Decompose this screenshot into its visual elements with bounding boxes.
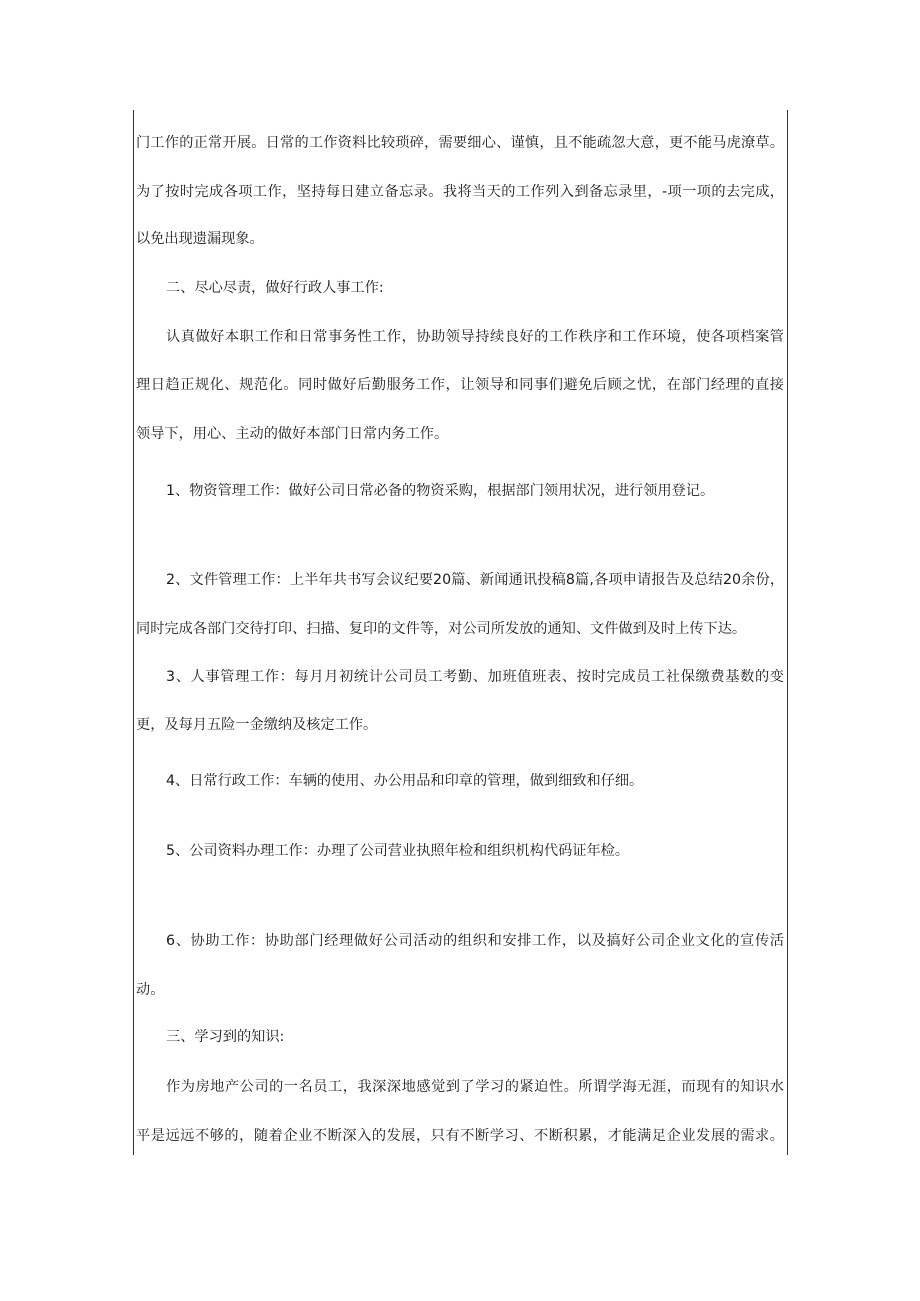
right-border-line <box>787 110 788 1155</box>
document-body <box>136 0 784 1301</box>
text-line: 同时完成各部门交待打印、扫描、复印的文件等，对公司所发放的通知、文件做到及时上传下达。 <box>136 621 747 637</box>
text-line: 平是远远不够的，随着企业不断深入的发展，只有不断学习、不断积累，才能满足企业发展的需求。 <box>136 1128 784 1144</box>
text-line: 门工作的正常开展。日常的工作资料比较琐碎，需要细心、谨慎，且不能疏忽大意，更不能马虎潦草。 <box>136 135 784 151</box>
text-line: 更，及每月五险一金缴纳及核定工作。 <box>136 717 378 733</box>
text-line: 以免出现遗漏现象。 <box>136 231 264 247</box>
left-border-line <box>133 110 134 1155</box>
list-item: 2、文件管理工作：上半年共书写会议纪要20篇、新闻通讯投稿8篇,各项申请报告及总结20余份， <box>166 572 784 588</box>
list-item: 6、协助工作：协助部门经理做好公司活动的组织和安排工作，以及搞好公司企业文化的宣传活 <box>166 933 784 949</box>
list-item: 1、物资管理工作：做好公司日常必备的物资采购，根据部门领用状况，进行领用登记。 <box>166 483 715 499</box>
text-line: 理日趋正规化、规范化。同时做好后勤服务工作，让领导和同事们避免后顾之忧，在部门经理的直接 <box>136 377 784 393</box>
text-line: 领导下，用心、主动的做好本部门日常内务工作。 <box>136 426 449 442</box>
section-heading: 三、学习到的知识: <box>166 1029 285 1045</box>
text-line: 认真做好本职工作和日常事务性工作，协助领导持续良好的工作秩序和工作环境，使各项档案管 <box>166 329 784 345</box>
text-line: 动。 <box>136 982 165 998</box>
text-line: 为了按时完成各项工作，坚持每日建立备忘录。我将当天的工作列入到备忘录里，-项一项的去完成， <box>136 184 784 200</box>
list-item: 3、人事管理工作：每月月初统计公司员工考勤、加班值班表、按时完成员工社保缴费基数的变 <box>166 669 784 685</box>
list-item: 4、日常行政工作：车辆的使用、办公用品和印章的管理，做到细致和仔细。 <box>166 773 644 789</box>
text-line: 作为房地产公司的一名员工，我深深地感觉到了学习的紧迫性。所谓学海无涯，而现有的知识水 <box>166 1079 784 1095</box>
list-item: 5、公司资料办理工作：办理了公司营业执照年检和组织机构代码证年检。 <box>166 843 630 859</box>
section-heading: 二、尽心尽责，做好行政人事工作: <box>166 280 384 296</box>
